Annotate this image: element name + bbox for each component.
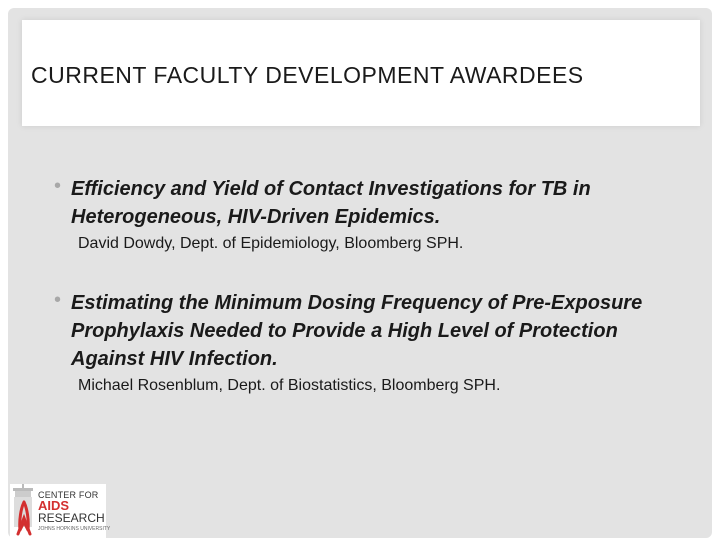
logo-text-aids: AIDS	[38, 498, 70, 513]
slide-content	[54, 175, 674, 395]
logo-text-university: JOHNS HOPKINS UNIVERSITY	[38, 526, 111, 532]
logo-text-center-for: CENTER FOR	[38, 490, 99, 500]
bullet-icon: •	[54, 175, 62, 197]
award-author: David Dowdy, Dept. of Epidemiology, Bloomberg SPH.	[78, 235, 464, 252]
cfar-logo	[10, 484, 111, 538]
list-item	[54, 175, 674, 253]
award-title: Efficiency and Yield of Contact Investigations for TB in Heterogeneous, HIV-Driven Epidemics.	[71, 178, 591, 228]
slide-title: CURRENT FACULTY DEVELOPMENT AWARDEES	[31, 62, 584, 88]
bullet-icon: •	[54, 289, 62, 311]
logo-text-research: RESEARCH	[38, 511, 105, 525]
list-item	[54, 289, 674, 395]
title-box	[22, 20, 700, 126]
award-author: Michael Rosenblum, Dept. of Biostatistics, Bloomberg SPH.	[78, 377, 501, 394]
capitol-ribbon-icon	[10, 484, 38, 538]
award-title: Estimating the Minimum Dosing Frequency of Pre-Exposure Prophylaxis Needed to Provide a High Level of Protection Against HIV Infection.	[71, 292, 643, 370]
